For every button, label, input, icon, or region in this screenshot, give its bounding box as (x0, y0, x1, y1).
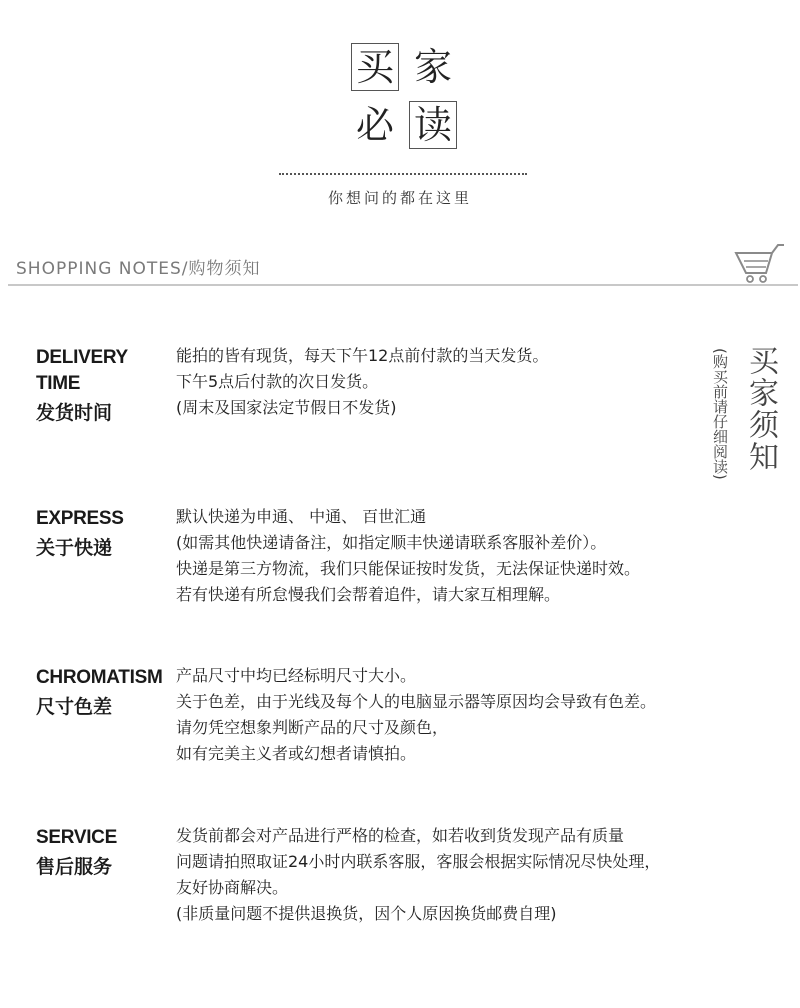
title-char-du: 读 (409, 101, 457, 149)
section-title: SHOPPING NOTES/购物须知 (16, 259, 261, 279)
text-line: 若有快递有所怠慢我们会帮着追件，请大家互相理解。 (176, 585, 561, 604)
text-line: 下午5点后付款的次日发货。 (176, 372, 379, 391)
heading-cn: 售后服务 (36, 856, 113, 878)
heading-en: SERVICE (36, 827, 117, 848)
title-char-bi: 必 (355, 103, 394, 147)
shopping-cart-icon (732, 243, 786, 285)
title-grid (351, 43, 461, 153)
side-note-title: 买家须知 (743, 345, 778, 473)
text-line: (如需其他快递请备注，如指定顺丰快递请联系客服补差价）。 (176, 533, 607, 552)
heading-cn: 关于快递 (36, 537, 113, 559)
page-subtitle: 你想问的都在这里 (327, 189, 472, 207)
text-line: 产品尺寸中均已经标明尺寸大小。 (176, 666, 417, 685)
heading-en: EXPRESS (36, 508, 124, 529)
text-line: 能拍的皆有现货，每天下午12点前付款的当天发货。 (176, 346, 549, 365)
text-line: (非质量问题不提供退换货，因个人原因换货邮费自理) (176, 904, 557, 923)
text-line: 请勿凭空想象判断产品的尺寸及颜色， (176, 718, 449, 737)
text-line: 友好协商解决。 (176, 878, 289, 897)
text-line: 快递是第三方物流，我们只能保证按时发货，无法保证快递时效。 (176, 559, 641, 578)
text-line: 默认快递为申通、 中通、 百世汇通 (176, 507, 427, 526)
heading-en: DELIVERY (36, 347, 128, 368)
title-divider (279, 173, 527, 175)
text-line: 关于色差，由于光线及每个人的电脑显示器等原因均会导致有色差。 (176, 692, 657, 711)
heading-cn: 发货时间 (36, 402, 113, 424)
side-note-subtitle: (购买前请仔细阅读) (711, 348, 729, 480)
title-char-mai: 买 (351, 43, 399, 91)
text-line: 发货前都会对产品进行严格的检查，如若收到货发现产品有质量 (176, 826, 625, 845)
heading-en: TIME (36, 373, 81, 394)
text-line: 如有完美主义者或幻想者请慎拍。 (176, 744, 417, 763)
heading-cn: 尺寸色差 (36, 696, 113, 718)
text-line: (周末及国家法定节假日不发货) (176, 398, 397, 417)
title-char-jia: 家 (413, 45, 452, 89)
heading-en: CHROMATISM (36, 667, 163, 688)
section-divider (8, 284, 798, 286)
text-line: 问题请拍照取证24小时内联系客服，客服会根据实际情况尽快处理， (176, 852, 661, 871)
